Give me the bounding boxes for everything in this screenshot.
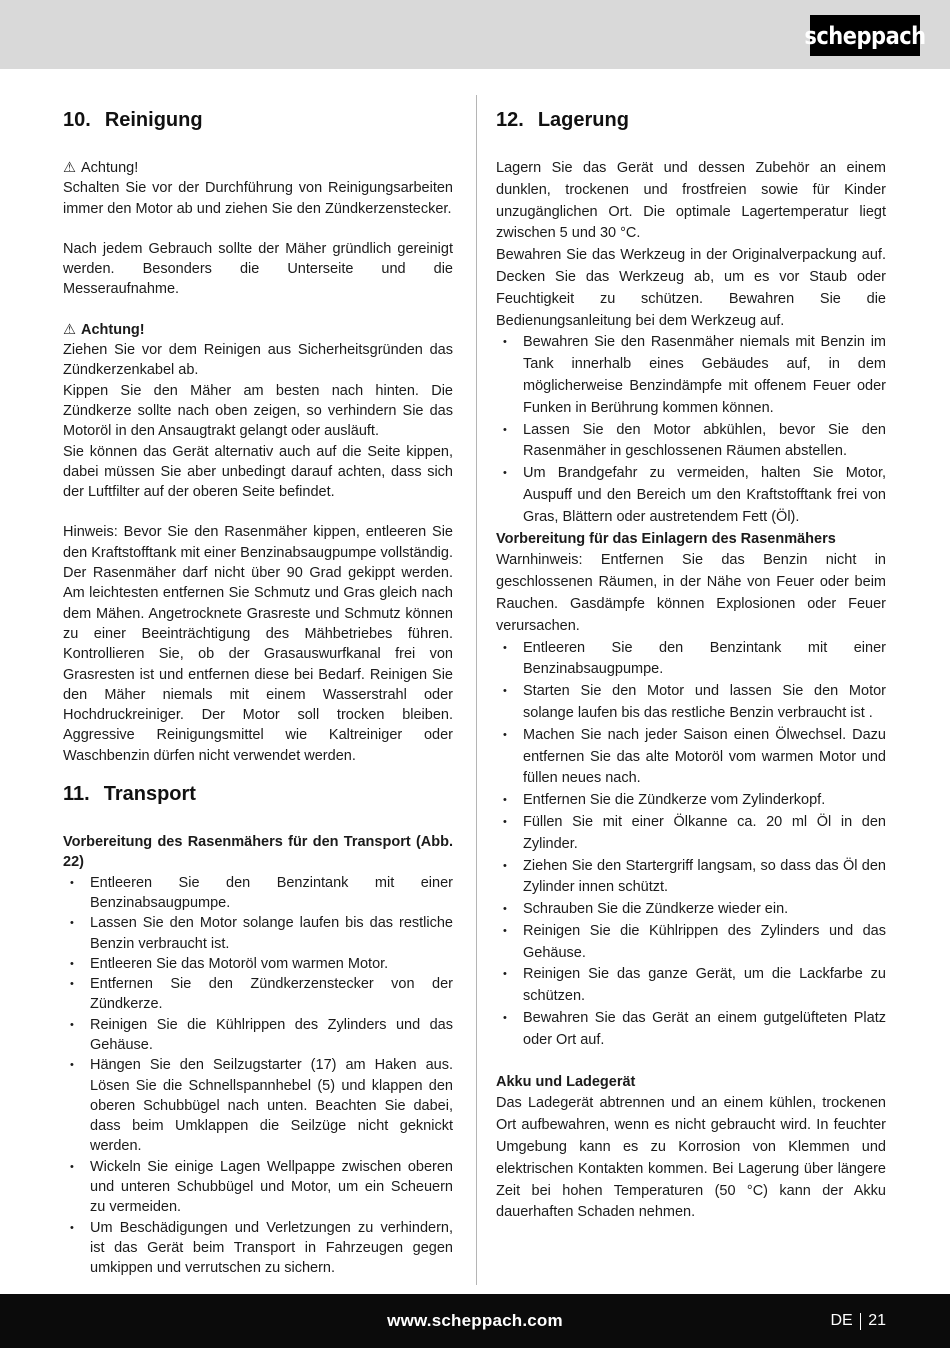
page-content — [0, 69, 950, 1294]
list-item: • Entleeren Sie den Benzintank mit einer Benzinabsaugpumpe. — [63, 873, 453, 914]
paragraph: Hinweis: Bevor Sie den Rasenmäher kippen, entleeren Sie den Kraftstofftank mit einer Benzinabsaugpumpe vollständig. Der Rasenmäher darf nicht über 90 Grad gekippt werden. Am leichtesten entfernen Sie Schmutz und Gras gleich nach dem Mähen. Angetrocknete Grasreste und Schmutz können zu einer Beeinträchtigung des Mähbetriebes führen. Kontrollieren Sie, ob der Grasauswurfkanal frei von Grasresten ist und entfernen diese bei Bedarf. Reinigen Sie den Mäher niemals mit einem Wasserstrahl oder Hochdruckreiniger. Der Motor soll trocken bleiben. Aggressive Reinigungsmittel wie Kaltreiniger oder Waschbenzin dürfen nicht verwendet werden. — [63, 524, 453, 764]
bullet-list — [63, 873, 453, 1279]
list-item: • Reinigen Sie das ganze Gerät, um die Lackfarbe zu schützen. — [496, 964, 886, 1008]
warning-label: Achtung! — [81, 321, 145, 338]
section-title: Transport — [103, 783, 196, 806]
section-title: Lagerung — [537, 109, 629, 131]
blank-line — [63, 300, 453, 320]
list-item: • Lassen Sie den Motor abkühlen, bevor Sie den Rasenmäher in geschlossenen Räumen abstellen. — [496, 420, 886, 464]
page-indicator — [830, 1294, 886, 1348]
section-title: Reinigung — [104, 109, 203, 131]
list-item: • Reinigen Sie die Kühlrippen des Zylinders und das Gehäuse. — [496, 921, 886, 965]
paragraph: Schalten Sie vor der Durchführung von Reinigungsarbeiten immer den Motor ab und ziehen Sie den Zündkerzenstecker. — [63, 180, 453, 217]
list-item: • Wickeln Sie einige Lagen Wellpappe zwischen oberen und unteren Schubbügel und Motor, um ein Scheuern zu vermeiden. — [63, 1157, 453, 1218]
list-item: • Hängen Sie den Seilzugstarter (17) am Haken aus. Lösen Sie die Schnellspannhebel (5) und klappen den oberen Schubbügel nach unten. Beachten Sie dabei, dass beim Umklappen die Seilzüge nicht geknickt werden. — [63, 1055, 453, 1156]
paragraph: Warnhinweis: Entfernen Sie das Benzin nicht in geschlossenen Räumen, in der Nähe von Feuer oder beim Rauchen. Gasdämpfe können Explosionen oder Feuer verursachen. — [496, 552, 886, 634]
section-heading — [63, 108, 453, 132]
paragraph: Nach jedem Gebrauch sollte der Mäher gründlich gereinigt werden. Besonders die Unterseite und die Messeraufnahme. — [63, 240, 453, 298]
list-item: • Bewahren Sie den Rasenmäher niemals mit Benzin im Tank innerhalb eines Gebäudes auf, in dem möglicherweise Benzindämpfe mit offenem Feuer oder Funken in Berührung kommen können. — [496, 332, 886, 419]
bullet-list — [496, 638, 886, 1052]
column-divider — [476, 95, 477, 1285]
scheppach-logo-text: scheppach — [804, 21, 926, 50]
subsection-heading: Vorbereitung des Rasenmähers für den Transport (Abb. 22) — [63, 834, 453, 871]
paragraph: Lagern Sie das Gerät und dessen Zubehör an einem dunklen, trockenen und frostfreien sowie für Kinder unzugänglichen Ort. Die optimale Lagertemperatur liegt zwischen 5 und 30 °C. — [496, 160, 886, 242]
blank-line — [496, 1052, 886, 1072]
scheppach-logo — [804, 15, 926, 56]
paragraph: Kippen Sie den Mäher am besten nach hinten. Die Zündkerze sollte nach oben zeigen, so verhindern Sie das Motoröl in den Ansaugtrakt gelangt oder ausläuft. — [63, 382, 453, 440]
subsection-heading: Akku und Ladegerät — [496, 1073, 636, 1090]
section-heading — [63, 782, 453, 806]
warning-note — [63, 158, 453, 178]
section-heading — [496, 108, 886, 132]
paragraph: Sie können das Gerät alternativ auch auf die Seite kippen, dabei müssen Sie aber unbedingt darauf achten, dass sich der Luftfilter auf der oberen Seite befindet. — [63, 443, 453, 501]
column-left — [63, 108, 453, 1294]
page-header — [0, 0, 950, 69]
list-item: • Füllen Sie mit einer Ölkanne ca. 20 ml Öl in den Zylinder. — [496, 812, 886, 856]
list-item: • Ziehen Sie den Startergriff langsam, so dass das Öl den Zylinder innen schützt. — [496, 856, 886, 900]
warning-note — [63, 320, 453, 340]
section-number: 11. — [63, 783, 90, 806]
paragraph: Das Ladegerät abtrennen und an einem kühlen, trockenen Ort aufbewahren, wenn es nicht gebraucht wird. In feuchter Umgebung kann es zu Korrosion von Klemmen und elektrischen Kontakten kommen. Bei Lagerung über längere Zeit bei hohen Temperaturen (50 °C) kann der Akku dauerhaften Schaden nehmen. — [496, 1095, 886, 1221]
website-url: www.scheppach.com — [387, 1311, 563, 1330]
list-item: • Bewahren Sie das Gerät an einem gutgelüfteten Platz oder Ort auf. — [496, 1008, 886, 1052]
list-item: • Um Brandgefahr zu vermeiden, halten Sie Motor, Auspuff und den Bereich um den Kraftstofftank frei von Gras, Blättern oder austretendem Fett (Öl). — [496, 463, 886, 528]
subsection-heading: Vorbereitung für das Einlagern des Rasenmähers — [496, 530, 836, 547]
page-number: 21 — [868, 1312, 886, 1329]
paragraph: Ziehen Sie vor dem Reinigen aus Sicherheitsgründen das Zündkerzenkabel ab. — [63, 342, 453, 379]
list-item: • Entleeren Sie den Benzintank mit einer Benzinabsaugpumpe. — [496, 638, 886, 682]
list-item: • Entleeren Sie das Motoröl vom warmen Motor. — [63, 954, 453, 974]
warning-label: Achtung! — [81, 160, 139, 176]
list-item: • Um Beschädigungen und Verletzungen zu verhindern, ist das Gerät beim Transport in Fahrzeugen gegen umkippen und verrutschen zu sichern. — [63, 1218, 453, 1279]
column-right — [496, 108, 886, 1294]
list-item: • Machen Sie nach jeder Saison einen Ölwechsel. Dazu entfernen Sie das alte Motoröl vom warmen Motor und füllen neues nach. — [496, 725, 886, 790]
bullet-list — [496, 332, 886, 528]
list-item: • Reinigen Sie die Kühlrippen des Zylinders und das Gehäuse. — [63, 1015, 453, 1056]
section-number: 12. — [496, 109, 524, 131]
list-item: • Entfernen Sie die Zündkerze vom Zylinderkopf. — [496, 790, 886, 812]
separator-bar — [860, 1313, 862, 1330]
language-code: DE — [830, 1312, 853, 1329]
section-number: 10. — [63, 109, 91, 131]
list-item: • Entfernen Sie den Zündkerzenstecker von der Zündkerze. — [63, 974, 453, 1015]
page-footer — [0, 1294, 950, 1348]
warning-triangle-icon: ⚠ — [63, 321, 76, 338]
list-item: • Lassen Sie den Motor solange laufen bis das restliche Benzin verbraucht ist. — [63, 913, 453, 954]
list-item: • Starten Sie den Motor und lassen Sie den Motor solange laufen bis das restliche Benzin verbraucht ist . — [496, 681, 886, 725]
blank-line — [63, 219, 453, 239]
list-item: • Schrauben Sie die Zündkerze wieder ein. — [496, 899, 886, 921]
blank-line — [63, 502, 453, 522]
paragraph: Bewahren Sie das Werkzeug in der Originalverpackung auf. Decken Sie das Werkzeug ab, um es vor Staub oder Feuchtigkeit zu schützen. Bewahren Sie die Bedienungsanleitung bei dem Werkzeug auf. — [496, 247, 886, 329]
warning-triangle-icon: ⚠ — [63, 160, 76, 176]
